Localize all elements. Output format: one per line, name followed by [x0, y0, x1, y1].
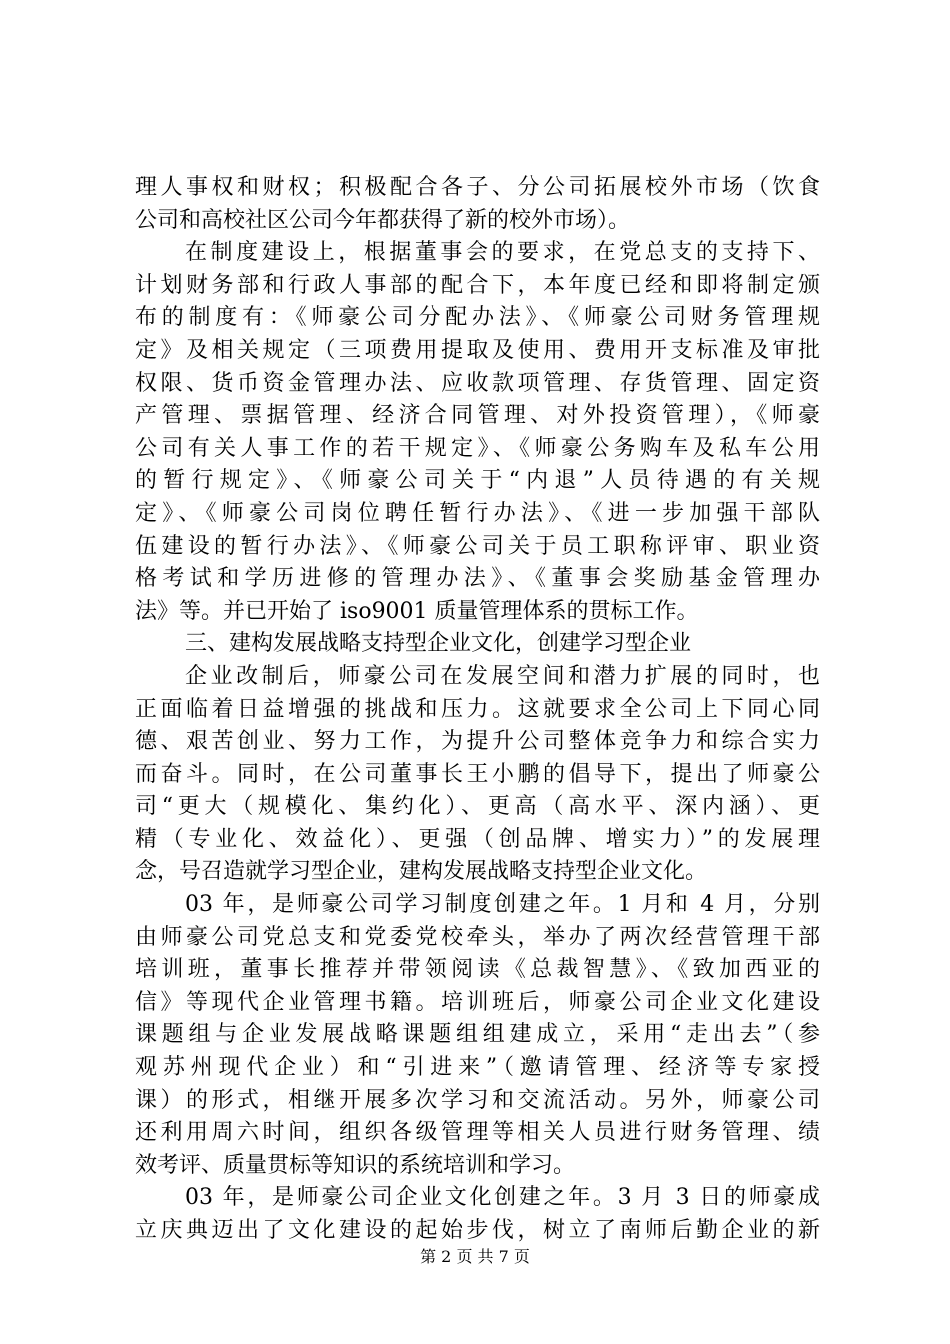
- text-line: 定》、《师豪公司岗位聘任暂行办法》、《进一步加强干部队: [135, 500, 820, 526]
- text-line: 观苏州现代企业）和“引进来”（邀请管理、经济等专家授: [135, 1055, 820, 1081]
- text-line: 企业改制后，师豪公司在发展空间和潜力扩展的同时，也: [185, 663, 820, 689]
- text-line: 精（专业化、效益化）、更强（创品牌、增实力）”的发展理: [135, 826, 820, 852]
- text-line: 布的制度有：《师豪公司分配办法》、《师豪公司财务管理规: [135, 305, 820, 331]
- text-line: 还利用周六时间，组织各级管理等相关人员进行财务管理、绩: [135, 1120, 820, 1146]
- text-line: 03 年，是师豪公司学习制度创建之年。1 月和 4 月，分别: [185, 892, 820, 918]
- text-line: 信》等现代企业管理书籍。培训班后，师豪公司企业文化建设: [135, 989, 820, 1015]
- text-line: 的暂行规定》、《师豪公司关于“内退”人员待遇的有关规: [135, 468, 820, 494]
- text-line: 定》及相关规定（三项费用提取及使用、费用开支标准及审批: [135, 337, 820, 363]
- text-line: 立庆典迈出了文化建设的起始步伐，树立了南师后勤企业的新: [135, 1218, 820, 1243]
- text-line: 效考评、质量贯标等知识的系统培训和学习。: [135, 1152, 576, 1178]
- text-line: 法》等。并已开始了 iso9001 质量管理体系的贯标工作。: [135, 598, 699, 624]
- text-line: 公司和高校社区公司今年都获得了新的校外市场）。: [135, 207, 631, 233]
- text-line: 理人事权和财权；积极配合各子、分公司拓展校外市场（饮食: [135, 175, 820, 200]
- text-line: 三、建构发展战略支持型企业文化，创建学习型企业: [185, 631, 692, 657]
- text-line: 而奋斗。同时，在公司董事长王小鹏的倡导下，提出了师豪公: [135, 761, 820, 787]
- text-line: 03 年，是师豪公司企业文化创建之年。3 月 3 日的师豪成: [185, 1185, 820, 1211]
- text-line: 格考试和学历进修的管理办法》、《董事会奖励基金管理办: [135, 566, 820, 592]
- text-line: 正面临着日益增强的挑战和压力。这就要求全公司上下同心同: [135, 696, 820, 722]
- document-body: [135, 172, 820, 1248]
- text-line: 在制度建设上，根据董事会的要求，在党总支的支持下、: [185, 240, 820, 266]
- text-line: 公司有关人事工作的若干规定》、《师豪公务购车及私车公用: [135, 435, 820, 461]
- page-footer: 第 2 页 共 7 页: [420, 1247, 530, 1266]
- text-line: 由师豪公司党总支和党委党校牵头，举办了两次经营管理干部: [135, 924, 820, 950]
- text-line: 伍建设的暂行办法》、《师豪公司关于员工职称评审、职业资: [135, 533, 820, 559]
- text-line: 课题组与企业发展战略课题组组建成立，采用“走出去”（参: [135, 1022, 820, 1048]
- text-line: 德、艰苦创业、努力工作，为提升公司整体竞争力和综合实力: [135, 729, 820, 755]
- text-line: 计划财务部和行政人事部的配合下，本年度已经和即将制定颁: [135, 272, 820, 298]
- text-line: 念，号召造就学习型企业，建构发展战略支持型企业文化。: [135, 859, 708, 885]
- text-line: 课）的形式，相继开展多次学习和交流活动。另外，师豪公司: [135, 1087, 820, 1113]
- text-line: 产管理、票据管理、经济合同管理、对外投资管理），《师豪: [135, 403, 820, 429]
- text-line: 权限、货币资金管理办法、应收款项管理、存货管理、固定资: [135, 370, 820, 396]
- text-line: 培训班，董事长推荐并带领阅读《总裁智慧》、《致加西亚的: [135, 957, 820, 983]
- text-line: 司“更大（规模化、集约化）、更高（高水平、深内涵）、更: [135, 794, 820, 820]
